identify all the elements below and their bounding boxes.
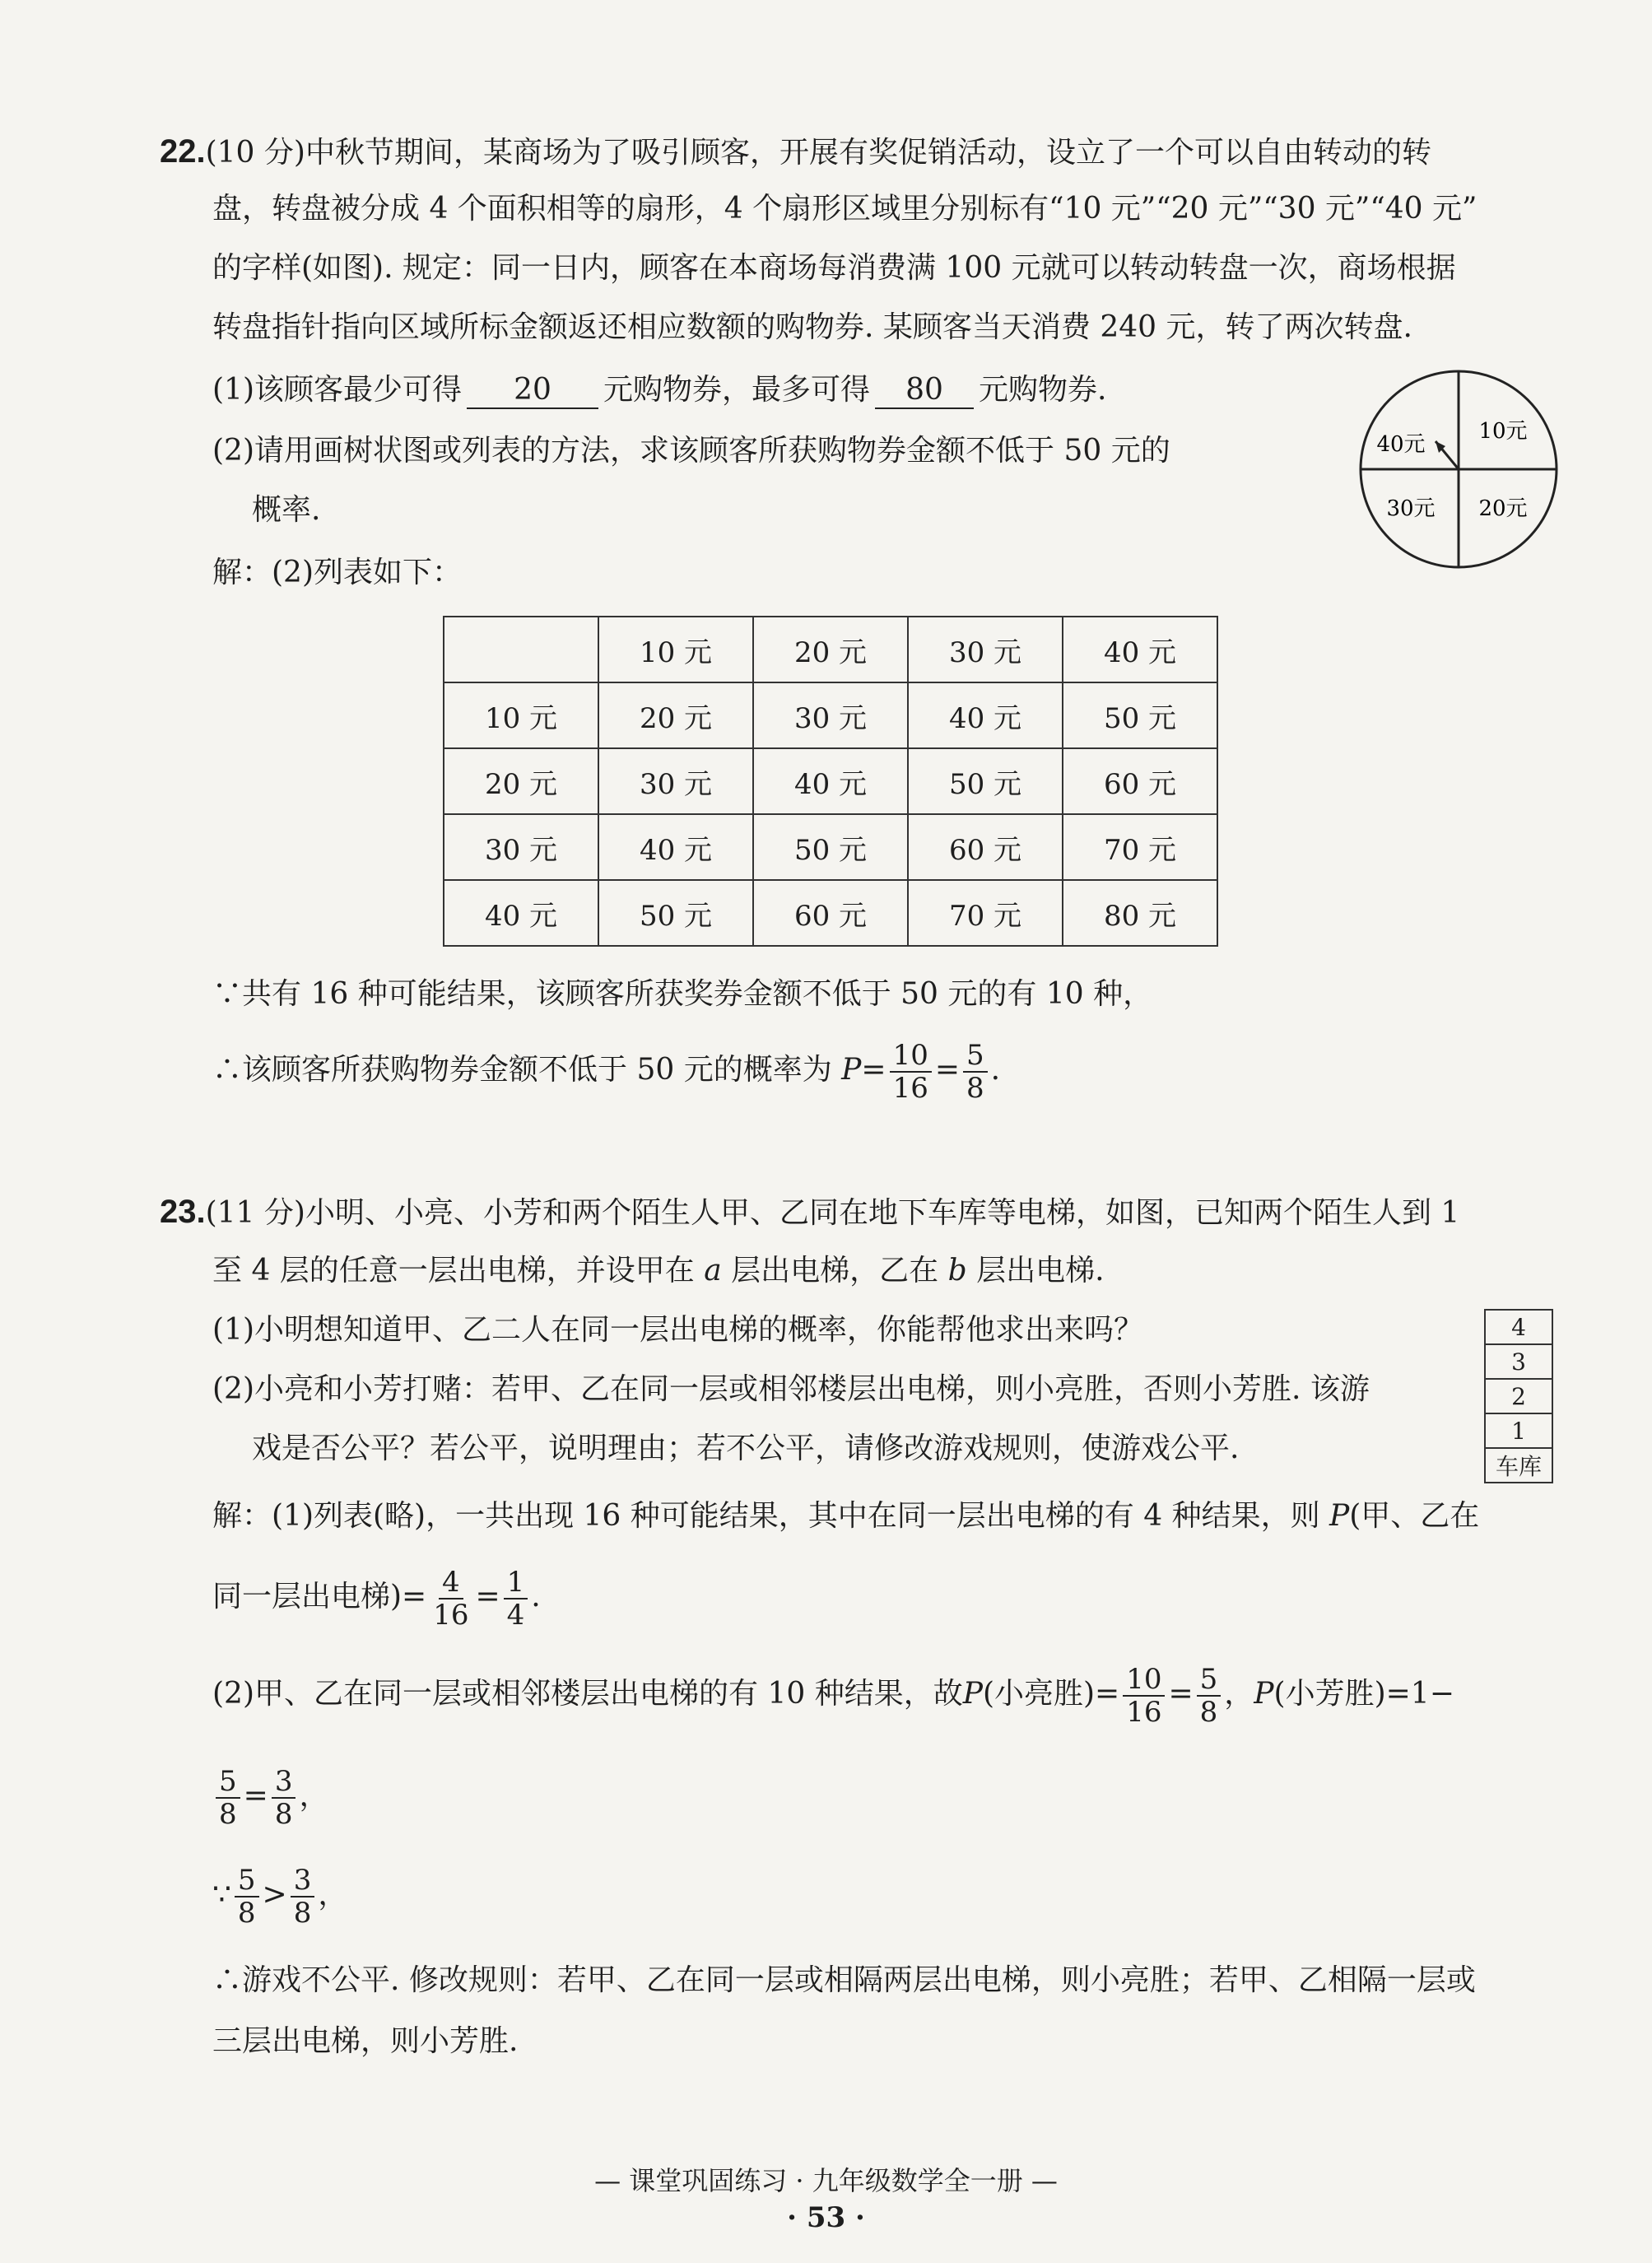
floor-row bbox=[1485, 1448, 1552, 1483]
q23-solution-1-text-a: 解：(1)列表(略)，一共出现 16 种可能结果，其中在同一层出电梯的有 4 种结果，则 bbox=[212, 1499, 1320, 1533]
comma: ， bbox=[299, 1779, 329, 1813]
because-symbol: ∵ bbox=[212, 1878, 231, 1911]
fraction-3-8 bbox=[272, 1766, 296, 1830]
floor-label: 1 bbox=[1485, 1413, 1552, 1448]
table-row bbox=[444, 682, 1217, 748]
q23-solution-2-text-c: (小芳胜)=1− bbox=[1273, 1677, 1454, 1711]
footer-title: — 课堂巩固练习 · 九年级数学全一册 — bbox=[594, 2165, 1058, 2196]
fraction-1-4 bbox=[504, 1567, 528, 1631]
table-cell: 30 元 bbox=[908, 617, 1063, 682]
spinner-figure bbox=[1357, 367, 1561, 571]
numerator: 1 bbox=[504, 1567, 528, 1599]
q23-text-1: (11 分)小明、小亮、小芳和两个陌生人甲、乙同在地下车库等电梯，如图，已知两个陌生人到 1 bbox=[205, 1196, 1460, 1230]
q23-solution-1-text-b: (甲、乙在 bbox=[1349, 1499, 1480, 1533]
table-row bbox=[444, 880, 1217, 946]
q23-conclusion-line-2: 三层出电梯，则小芳胜. bbox=[212, 2024, 519, 2058]
table-row bbox=[444, 617, 1217, 682]
table-cell: 30 元 bbox=[444, 814, 598, 880]
outcome-table bbox=[443, 616, 1218, 947]
table-cell: 30 元 bbox=[753, 682, 908, 748]
q22-line-4: 转盘指针指向区域所标金额返还相应数额的购物券. 某顾客当天消费 240 元，转了两次转盘. bbox=[212, 310, 1412, 344]
table-cell: 70 元 bbox=[1063, 814, 1217, 880]
numerator: 4 bbox=[439, 1567, 463, 1599]
table-cell: 10 元 bbox=[444, 682, 598, 748]
equals-sign: = bbox=[1168, 1677, 1194, 1711]
numerator: 10 bbox=[1123, 1664, 1165, 1697]
table-cell: 50 元 bbox=[598, 880, 753, 946]
denominator: 8 bbox=[237, 1897, 256, 1930]
fraction-5-8 bbox=[216, 1766, 240, 1830]
q22-part-1 bbox=[212, 370, 1106, 410]
table-cell: 50 元 bbox=[908, 748, 1063, 814]
table-cell: 20 元 bbox=[598, 682, 753, 748]
fraction-5-8 bbox=[1197, 1664, 1222, 1728]
probability-symbol: P bbox=[1254, 1677, 1274, 1711]
table-cell: 60 元 bbox=[753, 880, 908, 946]
floor-row bbox=[1485, 1310, 1552, 1344]
table-cell: 40 元 bbox=[444, 880, 598, 946]
q23-line-1 bbox=[160, 1192, 1459, 1233]
period: . bbox=[990, 1053, 1001, 1087]
numerator: 5 bbox=[1197, 1664, 1222, 1697]
q23-line-2 bbox=[212, 1251, 1105, 1291]
floor-row bbox=[1485, 1344, 1552, 1379]
denominator: 4 bbox=[506, 1599, 525, 1632]
numerator: 3 bbox=[272, 1766, 296, 1799]
floor-label: 3 bbox=[1485, 1344, 1552, 1379]
q22-part-1-text-a: (1)该顾客最少可得 bbox=[212, 373, 462, 407]
answer-blank-min: 20 bbox=[467, 373, 598, 409]
table-row bbox=[444, 814, 1217, 880]
q23-text-2c: 层出电梯. bbox=[976, 1254, 1105, 1287]
q22-line-1 bbox=[160, 132, 1431, 173]
variable-b: b bbox=[947, 1254, 967, 1287]
q22-number: 22. bbox=[160, 133, 206, 170]
q23-part-2-line-2: 戏是否公平？若公平，说明理由；若不公平，请修改游戏规则，使游戏公平. bbox=[252, 1432, 1240, 1465]
table-cell: 80 元 bbox=[1063, 880, 1217, 946]
table-cell: 50 元 bbox=[753, 814, 908, 880]
q23-since-line bbox=[212, 1862, 347, 1929]
numerator: 5 bbox=[963, 1040, 988, 1073]
equals-sign: = bbox=[861, 1053, 886, 1087]
numerator: 3 bbox=[291, 1865, 315, 1897]
q23-text-2a: 至 4 层的任意一层出电梯，并设甲在 bbox=[212, 1254, 695, 1287]
q22-line-2: 盘，转盘被分成 4 个面积相等的扇形，4 个扇形区域里分别标有“10 元”“20 元”“30 元”“40 元” bbox=[212, 192, 1477, 226]
denominator: 16 bbox=[1126, 1696, 1162, 1729]
q23-text-2b: 层出电梯，乙在 bbox=[731, 1254, 939, 1287]
denominator: 16 bbox=[892, 1072, 928, 1105]
probability-symbol: P bbox=[1329, 1499, 1350, 1533]
q22-therefore-text: ∴该顾客所获购物券金额不低于 50 元的概率为 bbox=[212, 1053, 832, 1087]
table-cell: 40 元 bbox=[753, 748, 908, 814]
spinner-label-20: 20元 bbox=[1478, 496, 1528, 521]
table-row bbox=[444, 748, 1217, 814]
denominator: 8 bbox=[219, 1798, 237, 1831]
q22-part-1-text-c: 元购物券. bbox=[979, 373, 1107, 407]
q23-conclusion-line-1: ∴游戏不公平. 修改规则：若甲、乙在同一层或相隔两层出电梯，则小亮胜；若甲、乙相隔一层或 bbox=[212, 1963, 1476, 1997]
numerator: 5 bbox=[235, 1865, 259, 1897]
fraction-5-8 bbox=[235, 1865, 259, 1929]
q23-part-1: (1)小明想知道甲、乙二人在同一层出电梯的概率，你能帮他求出来吗？ bbox=[212, 1313, 1143, 1347]
table-cell: 20 元 bbox=[753, 617, 908, 682]
floor-label: 4 bbox=[1485, 1310, 1552, 1344]
greater-than-sign: > bbox=[262, 1878, 287, 1911]
q22-solution-intro: 解：(2)列表如下： bbox=[212, 556, 462, 589]
table-cell: 60 元 bbox=[1063, 748, 1217, 814]
table-cell: 40 元 bbox=[598, 814, 753, 880]
table-cell: 20 元 bbox=[444, 748, 598, 814]
q23-solution-2-line-2 bbox=[212, 1763, 328, 1830]
q22-part-1-text-b: 元购物券，最多可得 bbox=[603, 373, 871, 407]
equals-sign: = bbox=[475, 1580, 500, 1613]
fraction-5-8 bbox=[963, 1040, 988, 1104]
q22-therefore bbox=[212, 1037, 1000, 1104]
comma: ， bbox=[318, 1878, 348, 1911]
table-cell: 40 元 bbox=[908, 682, 1063, 748]
floor-label: 2 bbox=[1485, 1379, 1552, 1413]
q23-number: 23. bbox=[160, 1194, 206, 1230]
table-cell: 60 元 bbox=[908, 814, 1063, 880]
q22-part-2-line-1: (2)请用画树状图或列表的方法，求该顾客所获购物券金额不低于 50 元的 bbox=[212, 434, 1170, 468]
denominator: 16 bbox=[433, 1599, 469, 1632]
floor-label: 车库 bbox=[1485, 1448, 1552, 1483]
numerator: 5 bbox=[216, 1766, 240, 1799]
table-cell: 30 元 bbox=[598, 748, 753, 814]
spinner-label-10: 10元 bbox=[1478, 419, 1528, 444]
table-cell: 10 元 bbox=[598, 617, 753, 682]
probability-symbol: P bbox=[962, 1677, 983, 1711]
spinner-label-40: 40元 bbox=[1376, 432, 1426, 457]
numerator: 10 bbox=[890, 1040, 932, 1073]
equals-sign: = bbox=[934, 1053, 960, 1087]
period: . bbox=[531, 1580, 541, 1613]
q23-solution-1-text-c: 同一层出电梯)= bbox=[212, 1580, 427, 1613]
q22-text-1: (10 分)中秋节期间，某商场为了吸引顾客，开展有奖促销活动，设立了一个可以自由转动的转 bbox=[205, 136, 1431, 170]
comma: ， bbox=[1224, 1677, 1254, 1711]
table-cell bbox=[444, 617, 598, 682]
table-cell: 40 元 bbox=[1063, 617, 1217, 682]
q23-solution-2-text-b: (小亮胜)= bbox=[982, 1677, 1120, 1711]
denominator: 8 bbox=[274, 1798, 293, 1831]
q22-because: ∵共有 16 种可能结果，该顾客所获奖券金额不低于 50 元的有 10 种， bbox=[212, 977, 1153, 1011]
denominator: 8 bbox=[293, 1897, 312, 1930]
fraction-10-16 bbox=[1123, 1664, 1165, 1728]
spinner-label-30: 30元 bbox=[1386, 496, 1436, 521]
denominator: 8 bbox=[1199, 1696, 1218, 1729]
probability-symbol: P bbox=[841, 1053, 862, 1087]
equals-sign: = bbox=[243, 1779, 268, 1813]
table-cell: 70 元 bbox=[908, 880, 1063, 946]
fraction-4-16 bbox=[430, 1567, 472, 1631]
variable-a: a bbox=[704, 1254, 722, 1287]
q23-solution-1-line-2 bbox=[212, 1564, 541, 1631]
fraction-3-8 bbox=[291, 1865, 315, 1929]
elevator-floors-figure bbox=[1484, 1309, 1553, 1483]
answer-blank-max: 80 bbox=[875, 373, 974, 409]
q23-part-2-line-1: (2)小亮和小芳打赌：若甲、乙在同一层或相邻楼层出电梯，则小亮胜，否则小芳胜. 该游 bbox=[212, 1372, 1370, 1406]
q23-solution-2-text-a: (2)甲、乙在同一层或相邻楼层出电梯的有 10 种结果，故 bbox=[212, 1677, 963, 1711]
q22-line-3: 的字样(如图). 规定：同一日内，顾客在本商场每消费满 100 元就可以转动转盘一次，商场根据 bbox=[212, 251, 1456, 285]
page-number: · 53 · bbox=[787, 2201, 865, 2234]
fraction-10-16 bbox=[890, 1040, 932, 1104]
q23-solution-2-line-1 bbox=[212, 1661, 1454, 1728]
table-cell: 50 元 bbox=[1063, 682, 1217, 748]
floor-row bbox=[1485, 1413, 1552, 1448]
q22-part-2-line-2: 概率. bbox=[252, 493, 321, 527]
floor-row bbox=[1485, 1379, 1552, 1413]
q23-solution-1-line-1 bbox=[212, 1497, 1479, 1536]
denominator: 8 bbox=[966, 1072, 984, 1105]
